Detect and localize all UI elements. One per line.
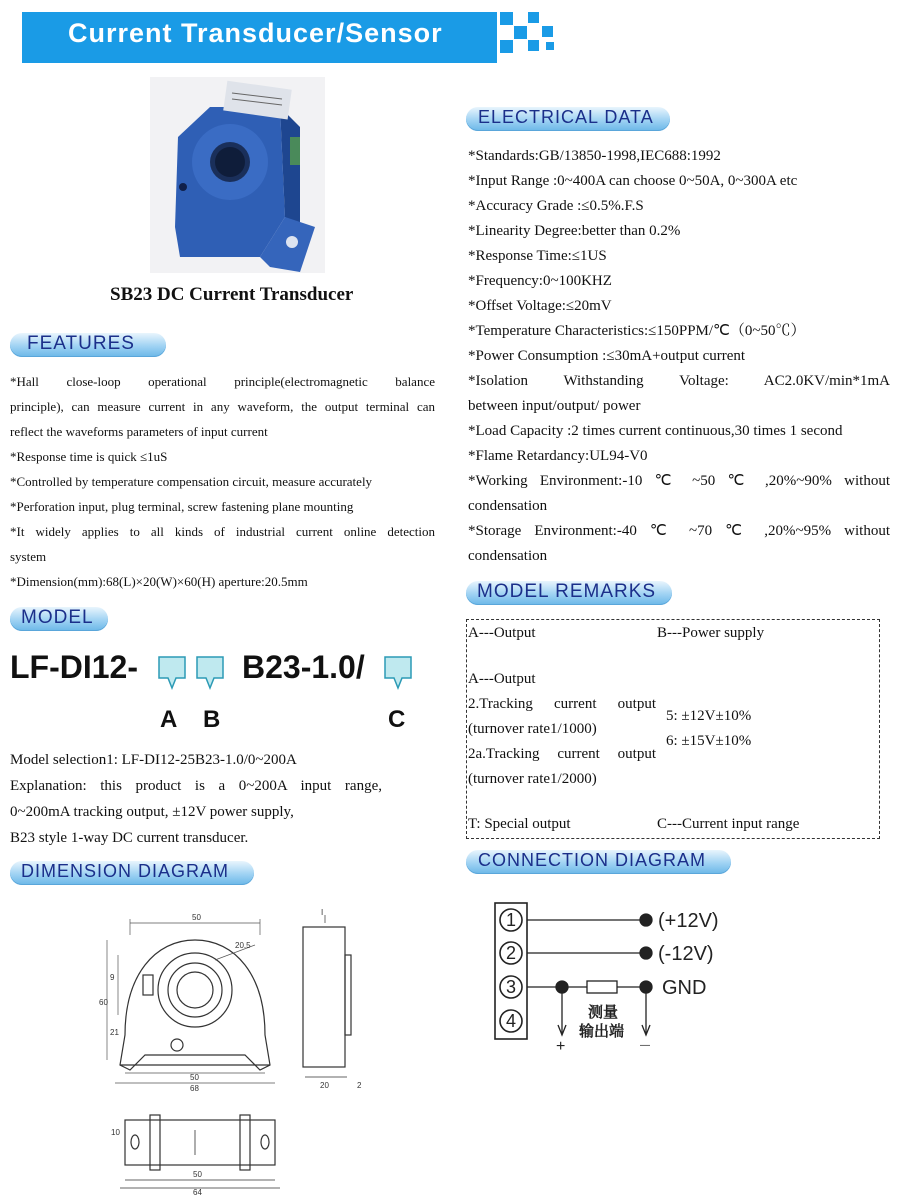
model-letter-c: C — [388, 706, 406, 733]
dimension-drawing — [85, 905, 385, 1195]
dim-label-w20: 20 — [320, 1081, 329, 1090]
model-slot-a-icon — [158, 656, 186, 692]
product-photo — [150, 77, 325, 273]
dim-label-current-i: I — [321, 908, 324, 917]
feature-line: *It widely applies to all kinds of industrial current online detection — [10, 524, 435, 539]
electrical-data-list — [468, 144, 890, 569]
dim-label-w68: 68 — [190, 1084, 199, 1093]
feature-line: *Controlled by temperature compensation circuit, measure accurately — [10, 474, 373, 489]
dim-label-b50: 50 — [193, 1170, 202, 1179]
model-slot-c-icon — [384, 656, 412, 692]
pin-4: 4 — [505, 1011, 517, 1031]
features-list — [10, 369, 435, 594]
electrical-line: *Load Capacity :2 times current continuous,30 times 1 second — [468, 423, 843, 439]
electrical-line: *Flame Retardancy:UL94-V0 — [468, 448, 648, 464]
electrical-line: between input/output/ power — [468, 398, 641, 414]
model-line: Model selection1: LF-DI12-25B23-1.0/0~200A — [10, 752, 297, 768]
electrical-heading: ELECTRICAL DATA — [478, 107, 654, 127]
model-line: 0~200mA tracking output, ±12V power supply, — [10, 804, 294, 820]
remark-a-output-detail: A---Output — [468, 671, 536, 687]
model-slot-b-icon — [196, 656, 224, 692]
model-explanation — [10, 747, 435, 851]
remark-tracking2: 2a.Tracking current output — [468, 746, 656, 762]
front-view — [120, 940, 270, 1070]
pin-2: 2 — [505, 943, 517, 963]
electrical-line: *Working Environment:-10 ℃ ~50 ℃ ,20%~90% without — [468, 473, 890, 489]
electrical-line: *Standards:GB/13850-1998,IEC688:1992 — [468, 148, 721, 164]
dim-label-h21: 21 — [110, 1028, 119, 1037]
feature-line: *Hall close-loop operational principle(electromagnetic balance — [10, 374, 435, 389]
dim-label-h9: 9 — [110, 973, 115, 982]
remarks-heading: MODEL REMARKS — [477, 581, 657, 602]
feature-line: system — [10, 549, 47, 564]
model-letter-a: A — [160, 706, 178, 733]
pin-1: 1 — [505, 910, 517, 930]
model-letter-b: B — [203, 706, 221, 733]
feature-line: *Response time is quick ≤1uS — [10, 449, 168, 464]
label-gnd: GND — [662, 977, 707, 999]
connection-diagram — [490, 895, 770, 1065]
label-plus: + — [556, 1038, 566, 1055]
dim-label-top50: 50 — [192, 913, 201, 922]
dim-label-h60: 60 — [99, 998, 108, 1007]
electrical-line: *Frequency:0~100KHZ — [468, 273, 612, 289]
dimension-heading: DIMENSION DIAGRAM — [21, 861, 230, 881]
product-caption: SB23 DC Current Transducer — [110, 284, 354, 305]
label-measure: 测量 — [588, 1004, 619, 1021]
dim-label-radius: 20.5 — [235, 941, 251, 950]
remark-voltage-5: 5: ±12V±10% — [666, 708, 752, 724]
feature-line: *Perforation input, plug terminal, screw fastening plane mounting — [10, 499, 354, 514]
electrical-line: *Input Range :0~400A can choose 0~50A, 0~300A etc — [468, 173, 798, 189]
dim-label-w2: 2 — [357, 1081, 362, 1090]
label-output-end: 输出端 — [579, 1023, 625, 1040]
electrical-line: condensation — [468, 548, 548, 564]
pin-3: 3 — [505, 977, 517, 997]
label-minus: — — [640, 1040, 650, 1051]
electrical-line: condensation — [468, 498, 548, 514]
remark-special: T: Special output — [468, 816, 571, 832]
remark-c-range: C---Current input range — [657, 816, 800, 832]
electrical-line: *Response Time:≤1US — [468, 248, 607, 264]
electrical-line: *Accuracy Grade :≤0.5%.F.S — [468, 198, 644, 214]
model-code-part1: LF-DI12- — [10, 649, 138, 685]
features-heading: FEATURES — [27, 333, 135, 354]
remark-a-output: A---Output — [468, 625, 536, 641]
electrical-line: *Power Consumption :≤30mA+output current — [468, 348, 746, 364]
label-minus-12v: (-12V) — [658, 943, 714, 965]
side-view — [303, 915, 351, 1077]
remark-turnover2: (turnover rate1/2000) — [468, 771, 597, 787]
model-heading: MODEL — [21, 607, 94, 628]
label-plus-12v: (+12V) — [658, 910, 719, 932]
model-code-part2: B23-1.0/ — [242, 649, 365, 685]
remark-tracking1: 2.Tracking current output — [468, 696, 656, 712]
electrical-line: *Temperature Characteristics:≤150PPM/℃（0~50℃） — [468, 323, 806, 339]
dim-label-w50: 50 — [190, 1073, 199, 1082]
connection-heading: CONNECTION DIAGRAM — [478, 850, 707, 870]
feature-line: reflect the waveforms parameters of input current — [10, 424, 268, 439]
model-line: Explanation: this product is a 0~200A input range, — [10, 778, 382, 794]
electrical-line: *Offset Voltage:≤20mV — [468, 298, 612, 314]
model-line: B23 style 1-way DC current transducer. — [10, 830, 249, 846]
remark-turnover1: (turnover rate1/1000) — [468, 721, 597, 737]
dim-label-b10: 10 — [111, 1128, 120, 1137]
feature-line: *Dimension(mm):68(L)×20(W)×60(H) aperture:20.5mm — [10, 574, 308, 589]
feature-line: principle), can measure current in any waveform, the output terminal can — [10, 399, 435, 414]
electrical-line: *Isolation Withstanding Voltage: AC2.0KV/min*1mA — [468, 373, 890, 389]
page-title: Current Transducer/Sensor — [68, 18, 443, 48]
electrical-line: *Linearity Degree:better than 0.2% — [468, 223, 681, 239]
remark-b-power: B---Power supply — [657, 625, 765, 641]
electrical-line: *Storage Environment:-40 ℃ ~70 ℃ ,20%~95% without — [468, 523, 890, 539]
dim-label-b64: 64 — [193, 1188, 202, 1195]
remark-voltage-6: 6: ±15V±10% — [666, 733, 752, 749]
